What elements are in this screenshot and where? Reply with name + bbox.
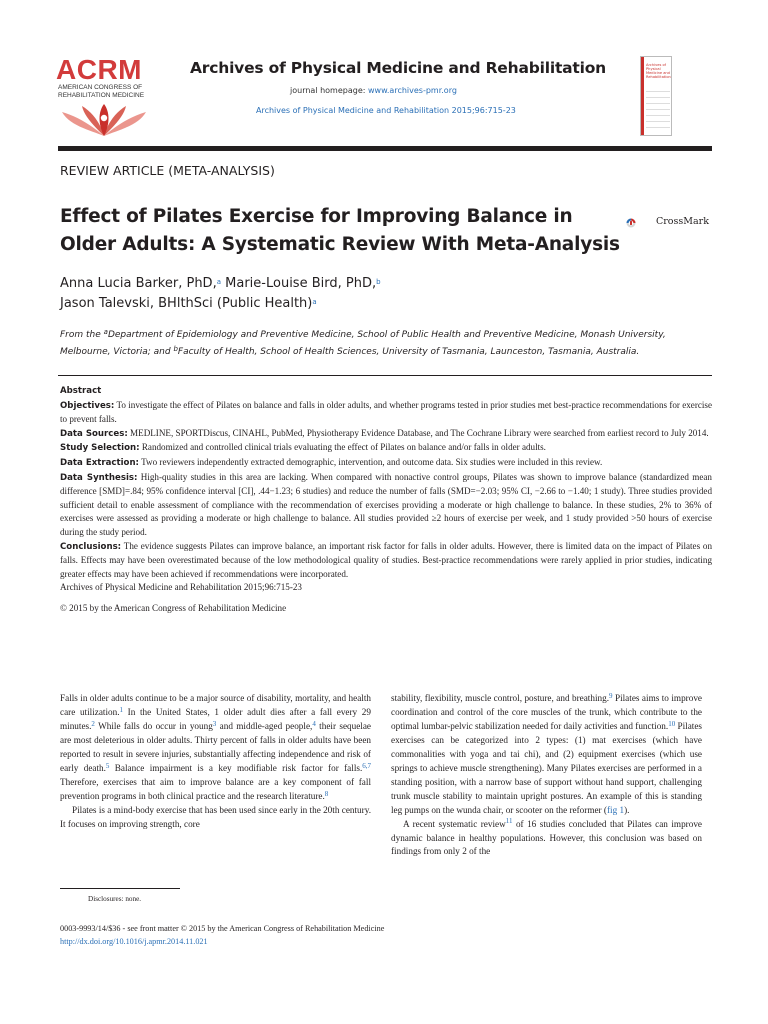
body-column-left [60,692,371,832]
journal-cover-thumbnail [640,56,672,136]
cover-title: Archives of Physical Medicine and Rehabilitation [646,63,671,79]
article-title-line1: Effect of Pilates Exercise for Improving Balance in [60,206,573,227]
body-text: Falls in older adults continue to be a major source of disability, mortality, and health care utilization. [60,693,371,717]
author-line2 [60,294,660,314]
affiliation-b: Faculty of Health, School of Health Sciences, University of Tasmania, Launceston, Tasmania, Australia. [177,347,640,357]
author-name: Marie-Louise Bird, PhD, [225,276,377,291]
body-text: ). [624,804,630,815]
reference-link[interactable]: 3 [212,719,217,728]
cover-line [646,127,670,128]
homepage-link[interactable]: www.archives-pmr.org [367,86,457,95]
affiliation-line2-start: Melbourne, Victoria; and [60,347,174,357]
data-extraction-label: Data Extraction: [60,457,139,468]
abstract-data-extraction [60,456,712,471]
reference-link[interactable]: 6,7 [362,761,371,770]
objectives-label: Objectives: [60,400,115,411]
author-affil-mark[interactable]: a [312,297,317,306]
body-paragraph [60,692,371,804]
homepage-label: journal homepage: [290,86,366,95]
cover-line [646,109,670,110]
body-text: Pilates aims to improve coordination and control of the core muscles of the trunk, which contribute to the optimal lumbar-pelvic stabilization needed for daily activities and function. [391,693,702,731]
data-synthesis-text: High-quality studies in this area are lacking. When compared with nonactive control groups, Pilates was shown to improve balance (standardized mean difference [SMD]=.84; 95% confidence interval [CI], .44−1.23; 6 studies) and reduce the number of falls (SMD=−2.03; 95% CI, −2.66 to −1.40; 1 study). Three studies provided sufficient detail to enable assessment of compliance with the recommendation of exercises providing a moderate or high challenge to balance. In these studies, 2% to 36% of exercises were assessed as providing a moderate or high challenge to balance. All studies provided ≥2 hours of exercise per week, and 1 study provided >50 hours of exercise during the study period. [60,471,712,537]
body-paragraph [391,692,702,818]
author-line1 [60,274,660,294]
article-title-line2: Older Adults: A Systematic Review With Meta-Analysis [60,234,620,255]
affiliation-mark: a [103,327,108,336]
abstract-copyright: © 2015 by the American Congress of Rehabilitation Medicine [60,602,287,613]
affiliations [60,327,720,361]
abstract-rule [58,375,712,376]
conclusions-label: Conclusions: [60,541,122,552]
reference-link[interactable]: 2 [91,719,95,728]
abstract-data-sources [60,427,712,442]
journal-citation[interactable]: Archives of Physical Medicine and Rehabilitation 2015;96:715-23 [256,106,516,115]
acrm-lotus-emblem-icon [60,104,148,138]
reference-link[interactable]: 10 [668,719,676,728]
reference-link[interactable]: 4 [312,719,316,728]
body-paragraph: Pilates is a mind-body exercise that has been used since early in the 20th century. It focuses on improving strength, core [60,804,371,829]
crossmark-icon[interactable] [626,208,656,238]
abstract-citation: Archives of Physical Medicine and Rehabilitation 2015;96:715-23 [60,582,302,593]
body-text: stability, flexibility, muscle control, posture, and breathing. [391,693,609,703]
affiliation-line2 [60,344,720,361]
cover-line [646,115,670,116]
body-paragraph [391,818,702,860]
author-affil-mark[interactable]: b [376,277,381,286]
body-text: Balance impairment is a key modifiable risk factor for falls. [109,762,363,773]
journal-homepage [290,86,457,95]
acrm-full-name-line1: AMERICAN CONGRESS OF [58,84,143,91]
disclosure-note: Disclosures: none. [88,895,142,903]
abstract-objectives [60,399,712,427]
reference-link[interactable]: 5 [105,761,110,770]
data-sources-label: Data Sources: [60,428,128,439]
doi-link[interactable]: http://dx.doi.org/10.1016/j.apmr.2014.11.021 [60,937,208,946]
issn-line: 0003-9993/14/$36 - see front matter © 2015 by the American Congress of Rehabilitation Medicine [60,924,385,933]
acrm-full-name-line2: REHABILITATION MEDICINE [58,92,145,99]
body-text: Therefore, exercises that aim to improve balance are a key component of fall prevention programs in both clinical practice and the research literature. [60,776,371,801]
conclusions-text: The evidence suggests Pilates can improve balance, an important risk factor for falls in older adults. However, there is limited data on the impact of Pilates on falls. Effects may have been overestimated because of the low methodological quality of studies. Best-practice recommendations were rarely applied in prior studies, indicating greater effects may have been achieved if recommendations were incorporated. [60,540,712,579]
abstract-conclusions [60,540,712,582]
article-title [60,203,620,259]
reference-link[interactable]: 9 [609,691,613,700]
abstract-study-selection [60,441,712,456]
affiliation-mark: b [173,344,178,353]
author-name: Anna Lucia Barker, PhD, [60,276,217,291]
data-extraction-text: Two reviewers independently extracted demographic, intervention, and outcome data. Six studies were included in this review. [141,456,603,467]
body-text: their sequelae are most deleterious in older adults. Thirty percent of falls in older adults have been reported to result in severe injuries, substantially affecting independence and risk of early death. [60,720,371,773]
cover-spine [641,57,644,135]
footnote-rule [60,888,180,889]
acrm-full-name [58,84,158,100]
author-name: Jason Talevski, BHlthSci (Public Health) [60,296,313,311]
cover-line [646,97,670,98]
figure-link[interactable]: fig 1 [606,804,625,815]
article-type: REVIEW ARTICLE (META-ANALYSIS) [60,163,275,178]
body-text: of 16 studies concluded that Pilates can improve dynamic balance in healthy populations. However, this conclusion was based on findings from only 2 of the [391,818,702,857]
reference-link[interactable]: 1 [119,705,123,714]
author-list [60,274,660,314]
crossmark-label[interactable]: CrossMark [656,216,709,227]
affiliation-from: From the [60,330,104,340]
abstract-data-synthesis [60,471,712,540]
cover-line [646,121,670,122]
body-text: Pilates exercises can be categorized into 2 types: (1) mat exercises (which have commonalities with yoga and tai chi), and (2) equipment exercises (which use springs to achieve muscle strengthening). Many Pilates exercises are performed in a standing position, with a narrow base of support without hand support, challenging trunk muscle stability to maintain upright postures. An example of this is standing leg pumps on the wunda chair, or scooter on the reformer ( [391,720,702,815]
body-text: A recent systematic review [403,818,506,829]
data-synthesis-label: Data Synthesis: [60,472,138,483]
study-selection-text: Randomized and controlled clinical trials evaluating the effect of Pilates on balance and/or falls in older adults. [141,442,546,453]
study-selection-label: Study Selection: [60,443,140,454]
body-text: and middle-aged people, [216,720,313,731]
affiliation-line1 [60,327,720,344]
body-column-right [391,692,702,859]
data-sources-text: MEDLINE, SPORTDiscus, CINAHL, PubMed, Physiotherapy Evidence Database, and The Cochrane Library were searched from earliest record to July 2014. [130,427,709,438]
cover-line [646,91,670,92]
body-text: While falls do occur in young [94,720,213,731]
acrm-logo-text: ACRM [56,54,142,85]
author-affil-mark[interactable]: a [216,277,222,286]
header-rule [58,146,712,151]
reference-link[interactable]: 8 [324,789,329,798]
abstract [60,384,712,616]
affiliation-a: Department of Epidemiology and Preventive Medicine, School of Public Health and Preventive Medicine, Monash University, [107,330,666,340]
objectives-text: To investigate the effect of Pilates on balance and falls in older adults, and whether programs tested in prior studies met best-practice recommendations for exercise to prevent falls. [60,399,712,425]
reference-link[interactable]: 11 [505,817,513,826]
journal-title: Archives of Physical Medicine and Rehabilitation [190,59,607,77]
abstract-heading: Abstract [60,386,102,396]
cover-line [646,103,670,104]
body-text: In the United States, 1 older adult dies after a fall every 29 minutes. [60,706,371,731]
